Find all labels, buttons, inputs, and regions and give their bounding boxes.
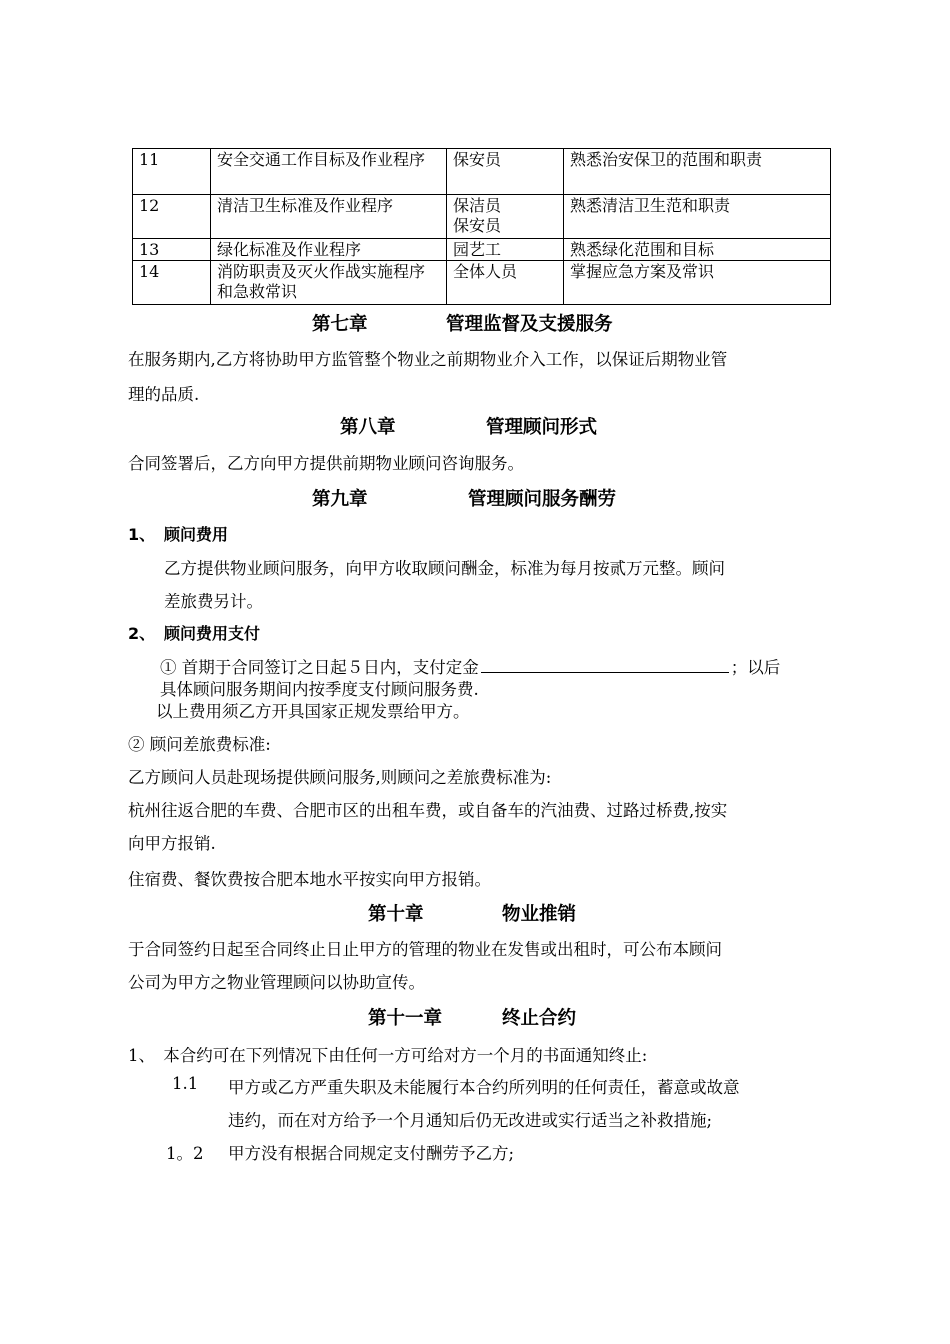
chapter-11-number: 第十一章	[368, 1008, 443, 1029]
target-role: 全体人员	[447, 261, 564, 305]
chapter-7-paragraph-line-1: 在服务期内,乙方将协助甲方监管整个物业之前期物业介入工作，以保证后期物业管	[128, 350, 728, 369]
deposit-blank	[481, 657, 729, 673]
payment-line-1	[160, 654, 780, 678]
section-1-line-2: 差旅费另计。	[164, 592, 263, 611]
target-role: 园艺工	[447, 239, 564, 261]
row-number: 11	[133, 149, 211, 195]
chapter-10-paragraph-line-1: 于合同签约日起至合同终止日止甲方的管理的物业在发售或出租时，可公布本顾问	[128, 940, 722, 959]
payment-line-1-text: ① 首期于合同签订之日起５日内，支付定金	[160, 658, 479, 677]
chapter-10-number: 第十章	[368, 904, 424, 925]
table-row	[133, 195, 831, 239]
training-goal: 熟悉绿化范围和目标	[564, 239, 831, 261]
section-1-number: 1、	[128, 525, 156, 544]
training-goal: 掌握应急方案及常识	[564, 261, 831, 305]
section-2-title: 顾问费用支付	[164, 624, 261, 643]
chapter-11-title: 终止合约	[502, 1008, 577, 1029]
payment-line-2: 具体顾问服务期间内按季度支付顾问服务费.	[160, 680, 479, 699]
chapter-10-paragraph-line-2: 公司为甲方之物业管理顾问以协助宣传。	[128, 973, 425, 992]
chapter-11-item-1: 1、 本合约可在下列情况下由任何一方可给对方一个月的书面通知终止:	[128, 1046, 648, 1065]
travel-paragraph-2-line-2: 向甲方报销.	[128, 834, 216, 853]
travel-paragraph-1: 乙方顾问人员赴现场提供顾问服务,则顾问之差旅费标准为:	[128, 768, 552, 787]
table-row	[133, 149, 831, 195]
clause-1-2-text: 甲方没有根据合同规定支付酬劳予乙方;	[228, 1144, 515, 1163]
table-row	[133, 239, 831, 261]
row-number: 13	[133, 239, 211, 261]
payment-line-1-end: ；以后	[730, 658, 781, 677]
section-1-line-1: 乙方提供物业顾问服务，向甲方收取顾问酬金，标准为每月按贰万元整。顾问	[164, 559, 725, 578]
training-item: 安全交通工作目标及作业程序	[211, 149, 447, 195]
row-number: 12	[133, 195, 211, 239]
training-goal: 熟悉清洁卫生范和职责	[564, 195, 831, 239]
row-number: 14	[133, 261, 211, 305]
chapter-7-paragraph-line-2: 理的品质.	[128, 385, 200, 404]
payment-line-3: 以上费用须乙方开具国家正规发票给甲方。	[156, 702, 470, 721]
clause-1-1-number: 1.1	[172, 1074, 199, 1093]
clause-1-1-line-2: 违约，而在对方给予一个月通知后仍无改进或实行适当之补救措施;	[228, 1111, 713, 1130]
chapter-10-title: 物业推销	[502, 904, 577, 925]
training-goal: 熟悉治安保卫的范围和职责	[564, 149, 831, 195]
training-table	[132, 148, 831, 305]
travel-standard-heading: ② 顾问差旅费标准:	[128, 735, 271, 754]
training-item: 绿化标准及作业程序	[211, 239, 447, 261]
chapter-8-paragraph: 合同签署后，乙方向甲方提供前期物业顾问咨询服务。	[128, 454, 524, 473]
chapter-7-title: 管理监督及支援服务	[446, 314, 613, 335]
target-role: 保洁员 保安员	[447, 195, 564, 239]
chapter-7-number: 第七章	[312, 314, 368, 335]
chapter-8-number: 第八章	[340, 417, 396, 438]
travel-paragraph-2-line-1: 杭州往返合肥的车费、合肥市区的出租车费，或自备车的汽油费、过路过桥费,按实	[128, 801, 728, 820]
chapter-9-title: 管理顾问服务酬劳	[468, 489, 617, 510]
clause-1-1-line-1: 甲方或乙方严重失职及未能履行本合约所列明的任何责任，蓄意或故意	[228, 1078, 740, 1097]
target-role: 保安员	[447, 149, 564, 195]
training-item: 消防职责及灭火作战实施程序和急救常识	[211, 261, 447, 305]
chapter-8-title: 管理顾问形式	[486, 417, 598, 438]
training-item: 清洁卫生标准及作业程序	[211, 195, 447, 239]
section-2-number: 2、	[128, 624, 156, 643]
travel-paragraph-3: 住宿费、餐饮费按合肥本地水平按实向甲方报销。	[128, 870, 491, 889]
chapter-9-number: 第九章	[312, 489, 368, 510]
table-row	[133, 261, 831, 305]
clause-1-2-number: 1。2	[166, 1144, 204, 1163]
section-1-title: 顾问费用	[164, 525, 229, 544]
